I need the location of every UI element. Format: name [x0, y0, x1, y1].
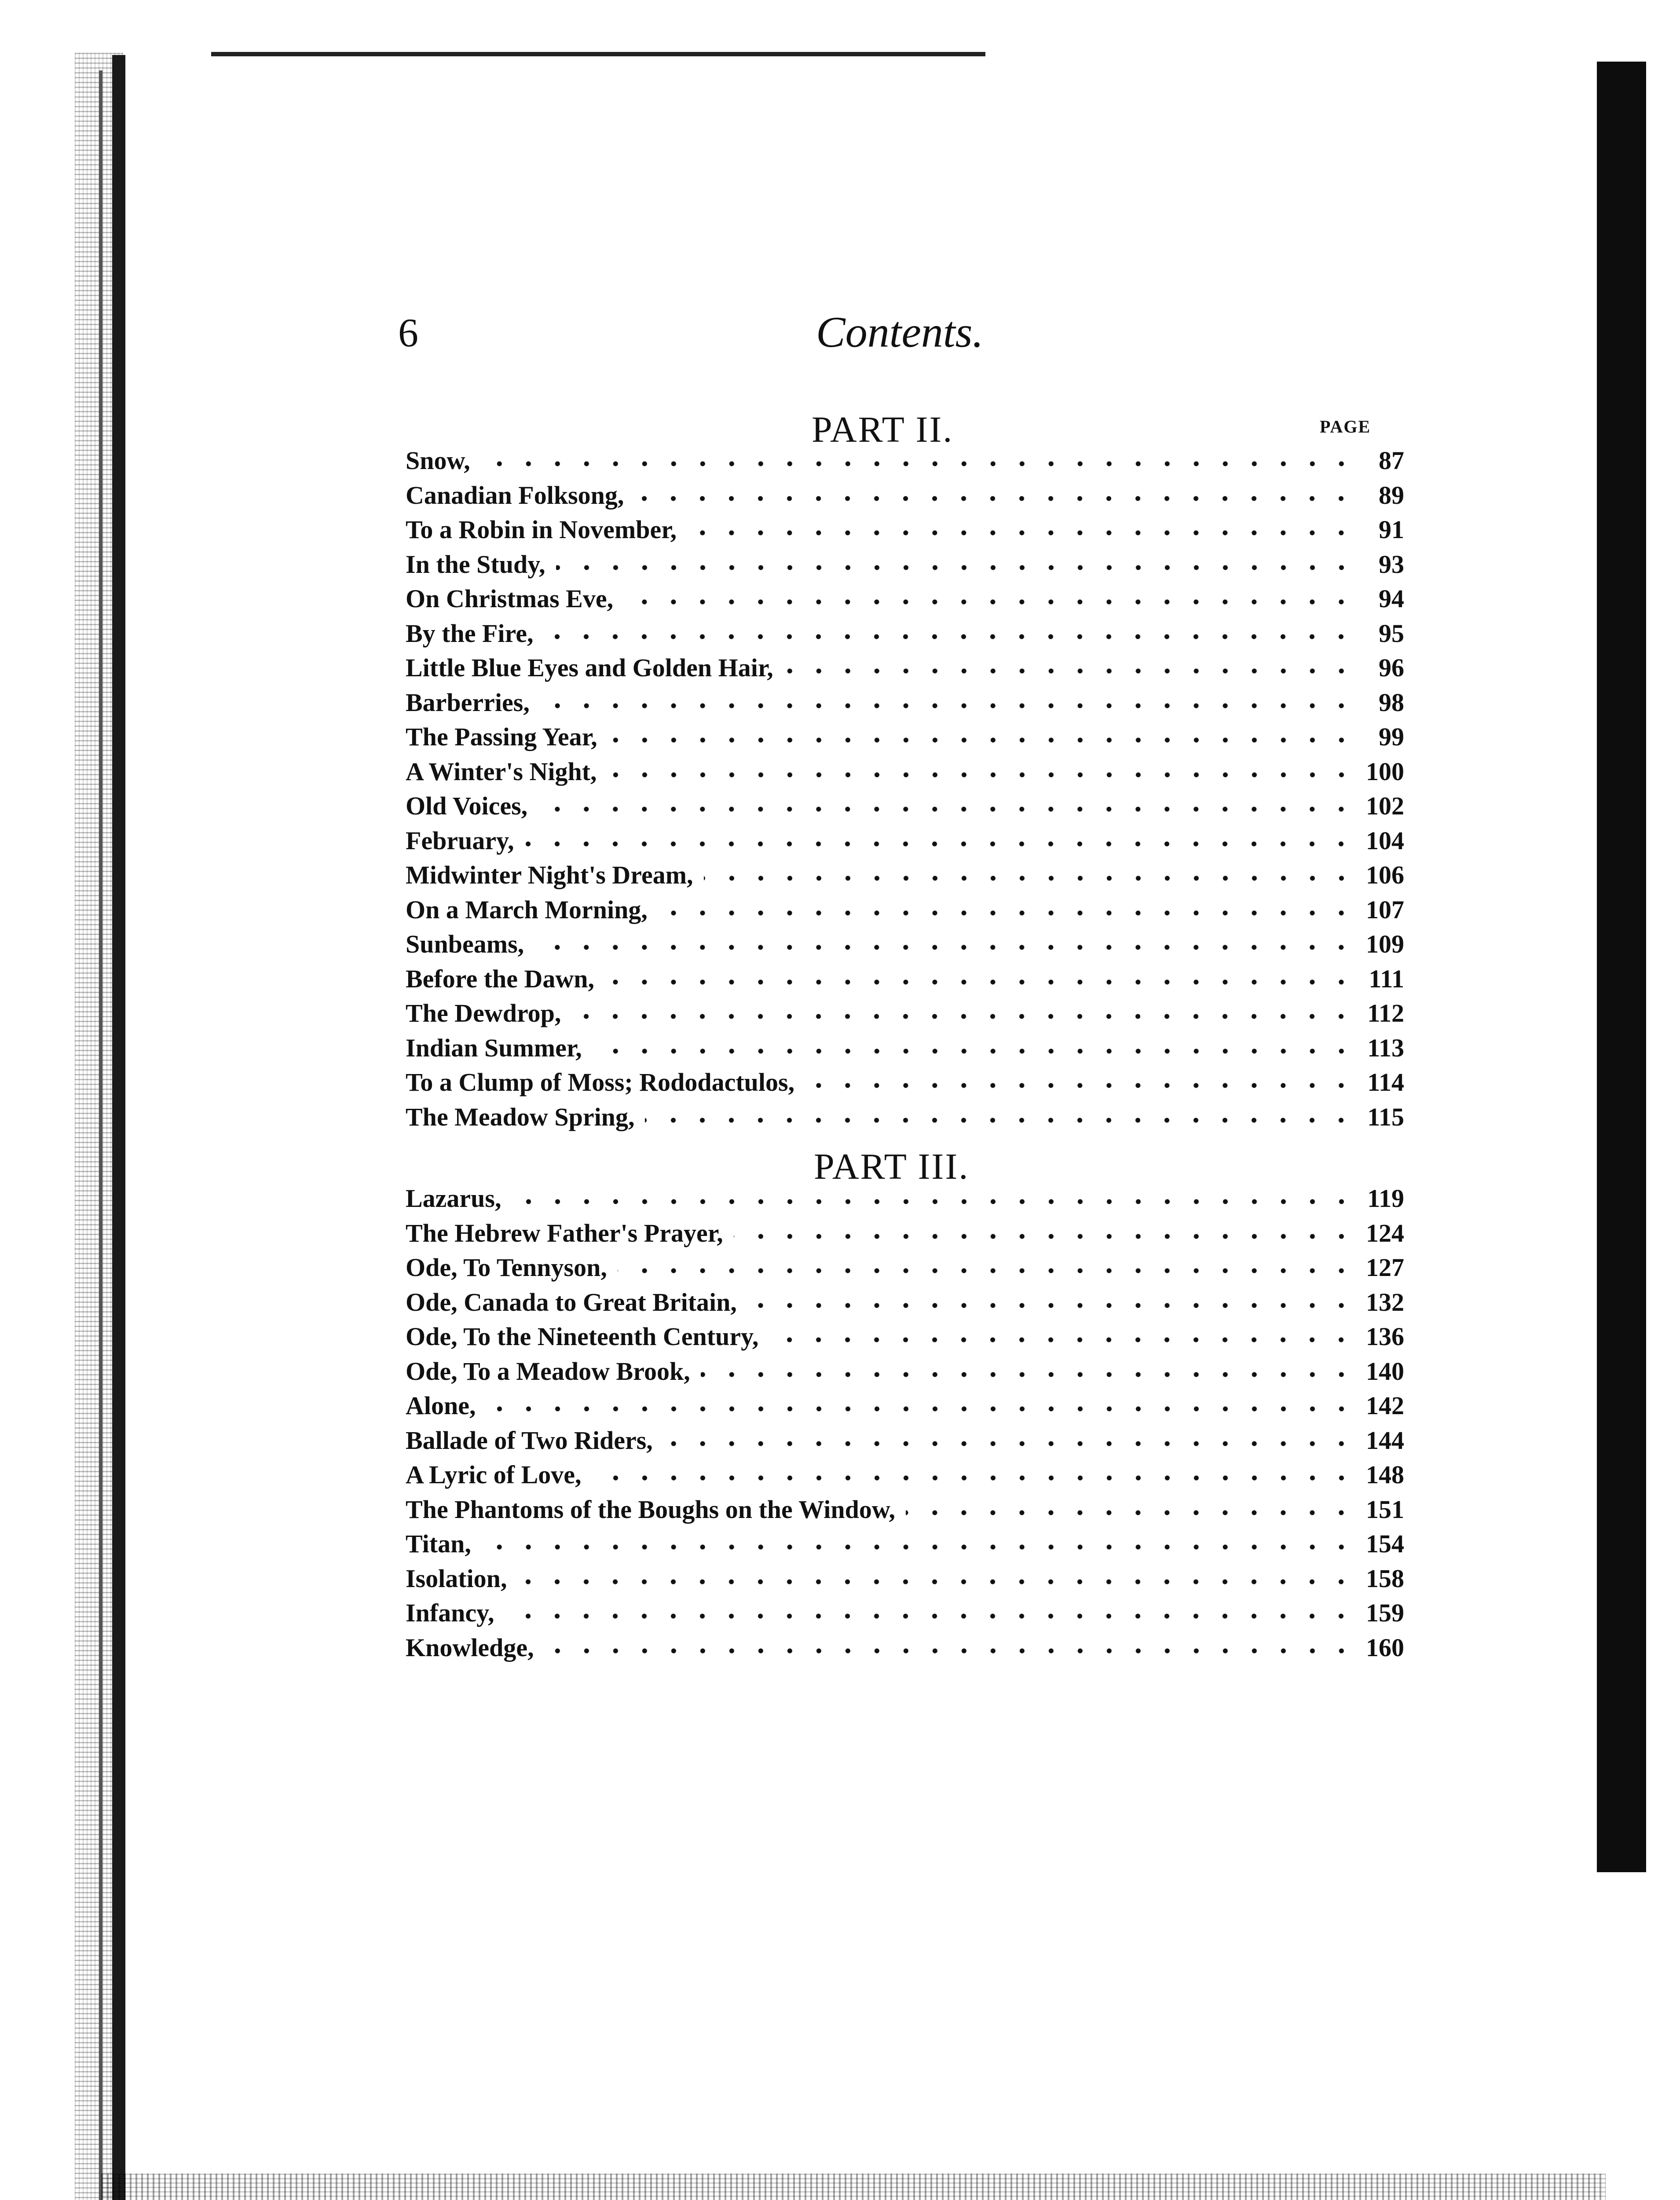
toc-entry-page: 111: [1369, 964, 1404, 993]
toc-entry-title: Midwinter Night's Dream,: [406, 861, 693, 889]
toc-entry-page: 98: [1379, 688, 1404, 717]
dot-leader: [505, 1612, 1356, 1621]
dot-leader: [512, 1197, 1356, 1206]
toc-entry-title: The Meadow Spring,: [406, 1102, 635, 1131]
toc-entry-page: 112: [1367, 999, 1404, 1027]
toc-entry[interactable]: [406, 1250, 1404, 1285]
toc-entry-page: 148: [1366, 1460, 1404, 1489]
toc-entry-title: Alone,: [406, 1391, 476, 1420]
toc-entry-title: Canadian Folksong,: [406, 480, 624, 510]
toc-entry-title: On Christmas Eve,: [406, 584, 614, 613]
dot-leader: [487, 1404, 1356, 1413]
toc-entry[interactable]: [406, 1596, 1404, 1631]
toc-entry[interactable]: [406, 444, 1404, 478]
dot-leader: [605, 978, 1356, 986]
toc-entry-page: 94: [1379, 584, 1404, 613]
toc-entry-title: Ballade of Two Riders,: [406, 1426, 653, 1455]
toc-entry[interactable]: [406, 1562, 1404, 1596]
toc-entry-title: Barberries,: [406, 688, 530, 717]
scan-edge-bottom: [101, 2174, 1606, 2200]
dot-leader: [734, 1232, 1356, 1241]
toc-entry-page: 154: [1366, 1529, 1404, 1558]
dot-leader: [593, 1047, 1356, 1056]
toc-entry-page: 107: [1366, 895, 1404, 924]
dot-leader: [634, 494, 1356, 503]
toc-entry-page: 109: [1366, 930, 1404, 958]
dot-leader: [538, 805, 1356, 814]
toc-entry-page: 113: [1367, 1033, 1404, 1062]
dot-leader: [906, 1508, 1356, 1517]
toc-entry-page: 91: [1379, 515, 1404, 544]
dot-leader: [608, 736, 1356, 744]
dot-leader: [784, 667, 1356, 675]
scan-top-rule: [211, 52, 985, 56]
toc-entry-page: 119: [1367, 1184, 1404, 1213]
dot-leader: [571, 1012, 1356, 1021]
toc-entry-page: 140: [1366, 1357, 1404, 1386]
toc-entry-title: Indian Summer,: [406, 1033, 582, 1062]
dot-leader: [524, 840, 1356, 848]
toc-entry-title: Before the Dawn,: [406, 964, 595, 993]
toc-entry[interactable]: [406, 893, 1404, 928]
toc-entry-page: 151: [1366, 1495, 1404, 1524]
toc-entry-title: The Dewdrop,: [406, 999, 561, 1027]
toc-entry[interactable]: [406, 1354, 1404, 1389]
toc-entry[interactable]: [406, 1285, 1404, 1320]
dot-leader: [618, 1266, 1356, 1275]
toc-entry[interactable]: [406, 1631, 1404, 1665]
toc-entry-title: In the Study,: [406, 550, 545, 579]
dot-leader: [545, 1646, 1356, 1655]
toc-entry-title: On a March Morning,: [406, 895, 648, 924]
toc-entry[interactable]: [406, 1458, 1404, 1492]
part-heading: PART III.: [814, 1146, 970, 1187]
toc-entry-page: 160: [1366, 1633, 1404, 1662]
dot-leader: [540, 701, 1356, 710]
toc-entry-page: 159: [1366, 1599, 1404, 1627]
toc-entry-title: February,: [406, 826, 514, 855]
toc-entry-title: To a Clump of Moss; Rododactulos,: [406, 1068, 795, 1096]
toc-entry-title: Sunbeams,: [406, 930, 524, 958]
toc-entry-title: To a Robin in November,: [406, 515, 677, 544]
toc-entry-page: 104: [1366, 826, 1404, 855]
toc-entry-title: The Passing Year,: [406, 722, 597, 751]
toc-entry-page: 144: [1366, 1426, 1404, 1455]
toc-entry-page: 96: [1379, 653, 1404, 682]
toc-entry-page: 93: [1379, 550, 1404, 579]
toc-entry-page: 115: [1367, 1102, 1404, 1131]
dot-leader: [608, 770, 1356, 779]
toc-entry[interactable]: [406, 1031, 1404, 1066]
toc-entry-page: 114: [1367, 1068, 1404, 1096]
toc-entry[interactable]: [406, 1216, 1404, 1251]
toc-entry[interactable]: [406, 789, 1404, 824]
toc-entry-title: Ode, To the Nineteenth Century,: [406, 1322, 759, 1351]
toc-entry-page: 132: [1366, 1287, 1404, 1316]
toc-entry-page: 87: [1379, 446, 1404, 475]
toc-entry-page: 127: [1366, 1253, 1404, 1282]
toc-entry-title: Ode, To Tennyson,: [406, 1253, 607, 1282]
toc-entry-page: 102: [1366, 792, 1404, 820]
toc-entry[interactable]: [406, 1527, 1404, 1562]
toc-entry-page: 136: [1366, 1322, 1404, 1351]
dot-leader: [481, 459, 1356, 468]
dot-leader: [747, 1301, 1356, 1310]
toc-entry[interactable]: [406, 582, 1404, 616]
dot-leader: [592, 1474, 1356, 1482]
dot-leader: [645, 1116, 1356, 1125]
toc-entry[interactable]: [406, 1100, 1404, 1135]
dot-leader: [658, 909, 1356, 917]
toc-list: [406, 444, 1404, 1134]
toc-entry[interactable]: [406, 858, 1404, 893]
toc-entry-page: 106: [1366, 861, 1404, 889]
scan-binding-rule: [112, 55, 125, 2200]
toc-entry[interactable]: [406, 478, 1404, 513]
toc-entry-page: 95: [1379, 619, 1404, 648]
running-title: Contents.: [816, 308, 984, 356]
toc-entry[interactable]: [406, 962, 1404, 997]
toc-entry[interactable]: [406, 1389, 1404, 1423]
page-number: 6: [398, 310, 418, 355]
toc-entry[interactable]: [406, 513, 1404, 547]
scan-edge-bar: [1597, 62, 1646, 1872]
dot-leader: [482, 1543, 1356, 1551]
toc-entry-page: 158: [1366, 1564, 1404, 1593]
toc-list: [406, 1181, 1404, 1665]
dot-leader: [517, 1577, 1356, 1586]
toc-entry[interactable]: [406, 996, 1404, 1031]
toc-entry-title: Lazarus,: [406, 1184, 501, 1213]
dot-leader: [769, 1335, 1356, 1344]
toc-entry[interactable]: [406, 1320, 1404, 1354]
scan-margin-line: [99, 70, 102, 2200]
toc-entry[interactable]: [406, 1423, 1404, 1458]
part-heading: PART II.: [812, 409, 954, 450]
toc-entry-title: Ode, To a Meadow Brook,: [406, 1357, 690, 1386]
toc-entry-page: 99: [1379, 722, 1404, 751]
toc-entry-title: A Winter's Night,: [406, 757, 597, 786]
toc-entry[interactable]: [406, 651, 1404, 686]
toc-entry-title: Knowledge,: [406, 1633, 534, 1662]
toc-entry[interactable]: [406, 686, 1404, 720]
toc-entry[interactable]: [406, 1065, 1404, 1100]
toc-entry-page: 142: [1366, 1391, 1404, 1420]
toc-entry[interactable]: [406, 616, 1404, 651]
toc-entry[interactable]: [406, 755, 1404, 789]
toc-entry[interactable]: [406, 1181, 1404, 1216]
toc-entry-title: Titan,: [406, 1529, 471, 1558]
toc-entry-title: By the Fire,: [406, 619, 534, 648]
toc-entry-title: Isolation,: [406, 1564, 507, 1593]
toc-entry-page: 89: [1379, 480, 1404, 510]
dot-leader: [556, 563, 1356, 572]
toc-entry-title: Little Blue Eyes and Golden Hair,: [406, 653, 773, 682]
dot-leader: [534, 943, 1356, 952]
toc-entry[interactable]: [406, 1492, 1404, 1527]
dot-leader: [687, 528, 1356, 537]
dot-leader: [624, 598, 1356, 606]
toc-entry-title: The Phantoms of the Boughs on the Window,: [406, 1495, 896, 1524]
toc-entry-page: 124: [1366, 1218, 1404, 1247]
toc-entry-page: 100: [1366, 757, 1404, 786]
toc-entry-title: Infancy,: [406, 1599, 494, 1627]
toc-entry-title: Ode, Canada to Great Britain,: [406, 1287, 737, 1316]
toc-entry-title: A Lyric of Love,: [406, 1460, 582, 1489]
dot-leader: [805, 1081, 1356, 1090]
toc-entry-title: Old Voices,: [406, 792, 528, 820]
toc-entry[interactable]: [406, 927, 1404, 962]
toc-entry[interactable]: [406, 824, 1404, 858]
dot-leader: [544, 632, 1356, 641]
dot-leader: [704, 874, 1356, 883]
toc-entry[interactable]: [406, 720, 1404, 755]
toc-entry-title: The Hebrew Father's Prayer,: [406, 1218, 723, 1247]
dot-leader: [701, 1370, 1356, 1379]
dot-leader: [663, 1439, 1356, 1448]
toc-entry[interactable]: [406, 547, 1404, 582]
toc-entry-title: Snow,: [406, 446, 470, 475]
page-column-label: PAGE: [1320, 417, 1371, 436]
